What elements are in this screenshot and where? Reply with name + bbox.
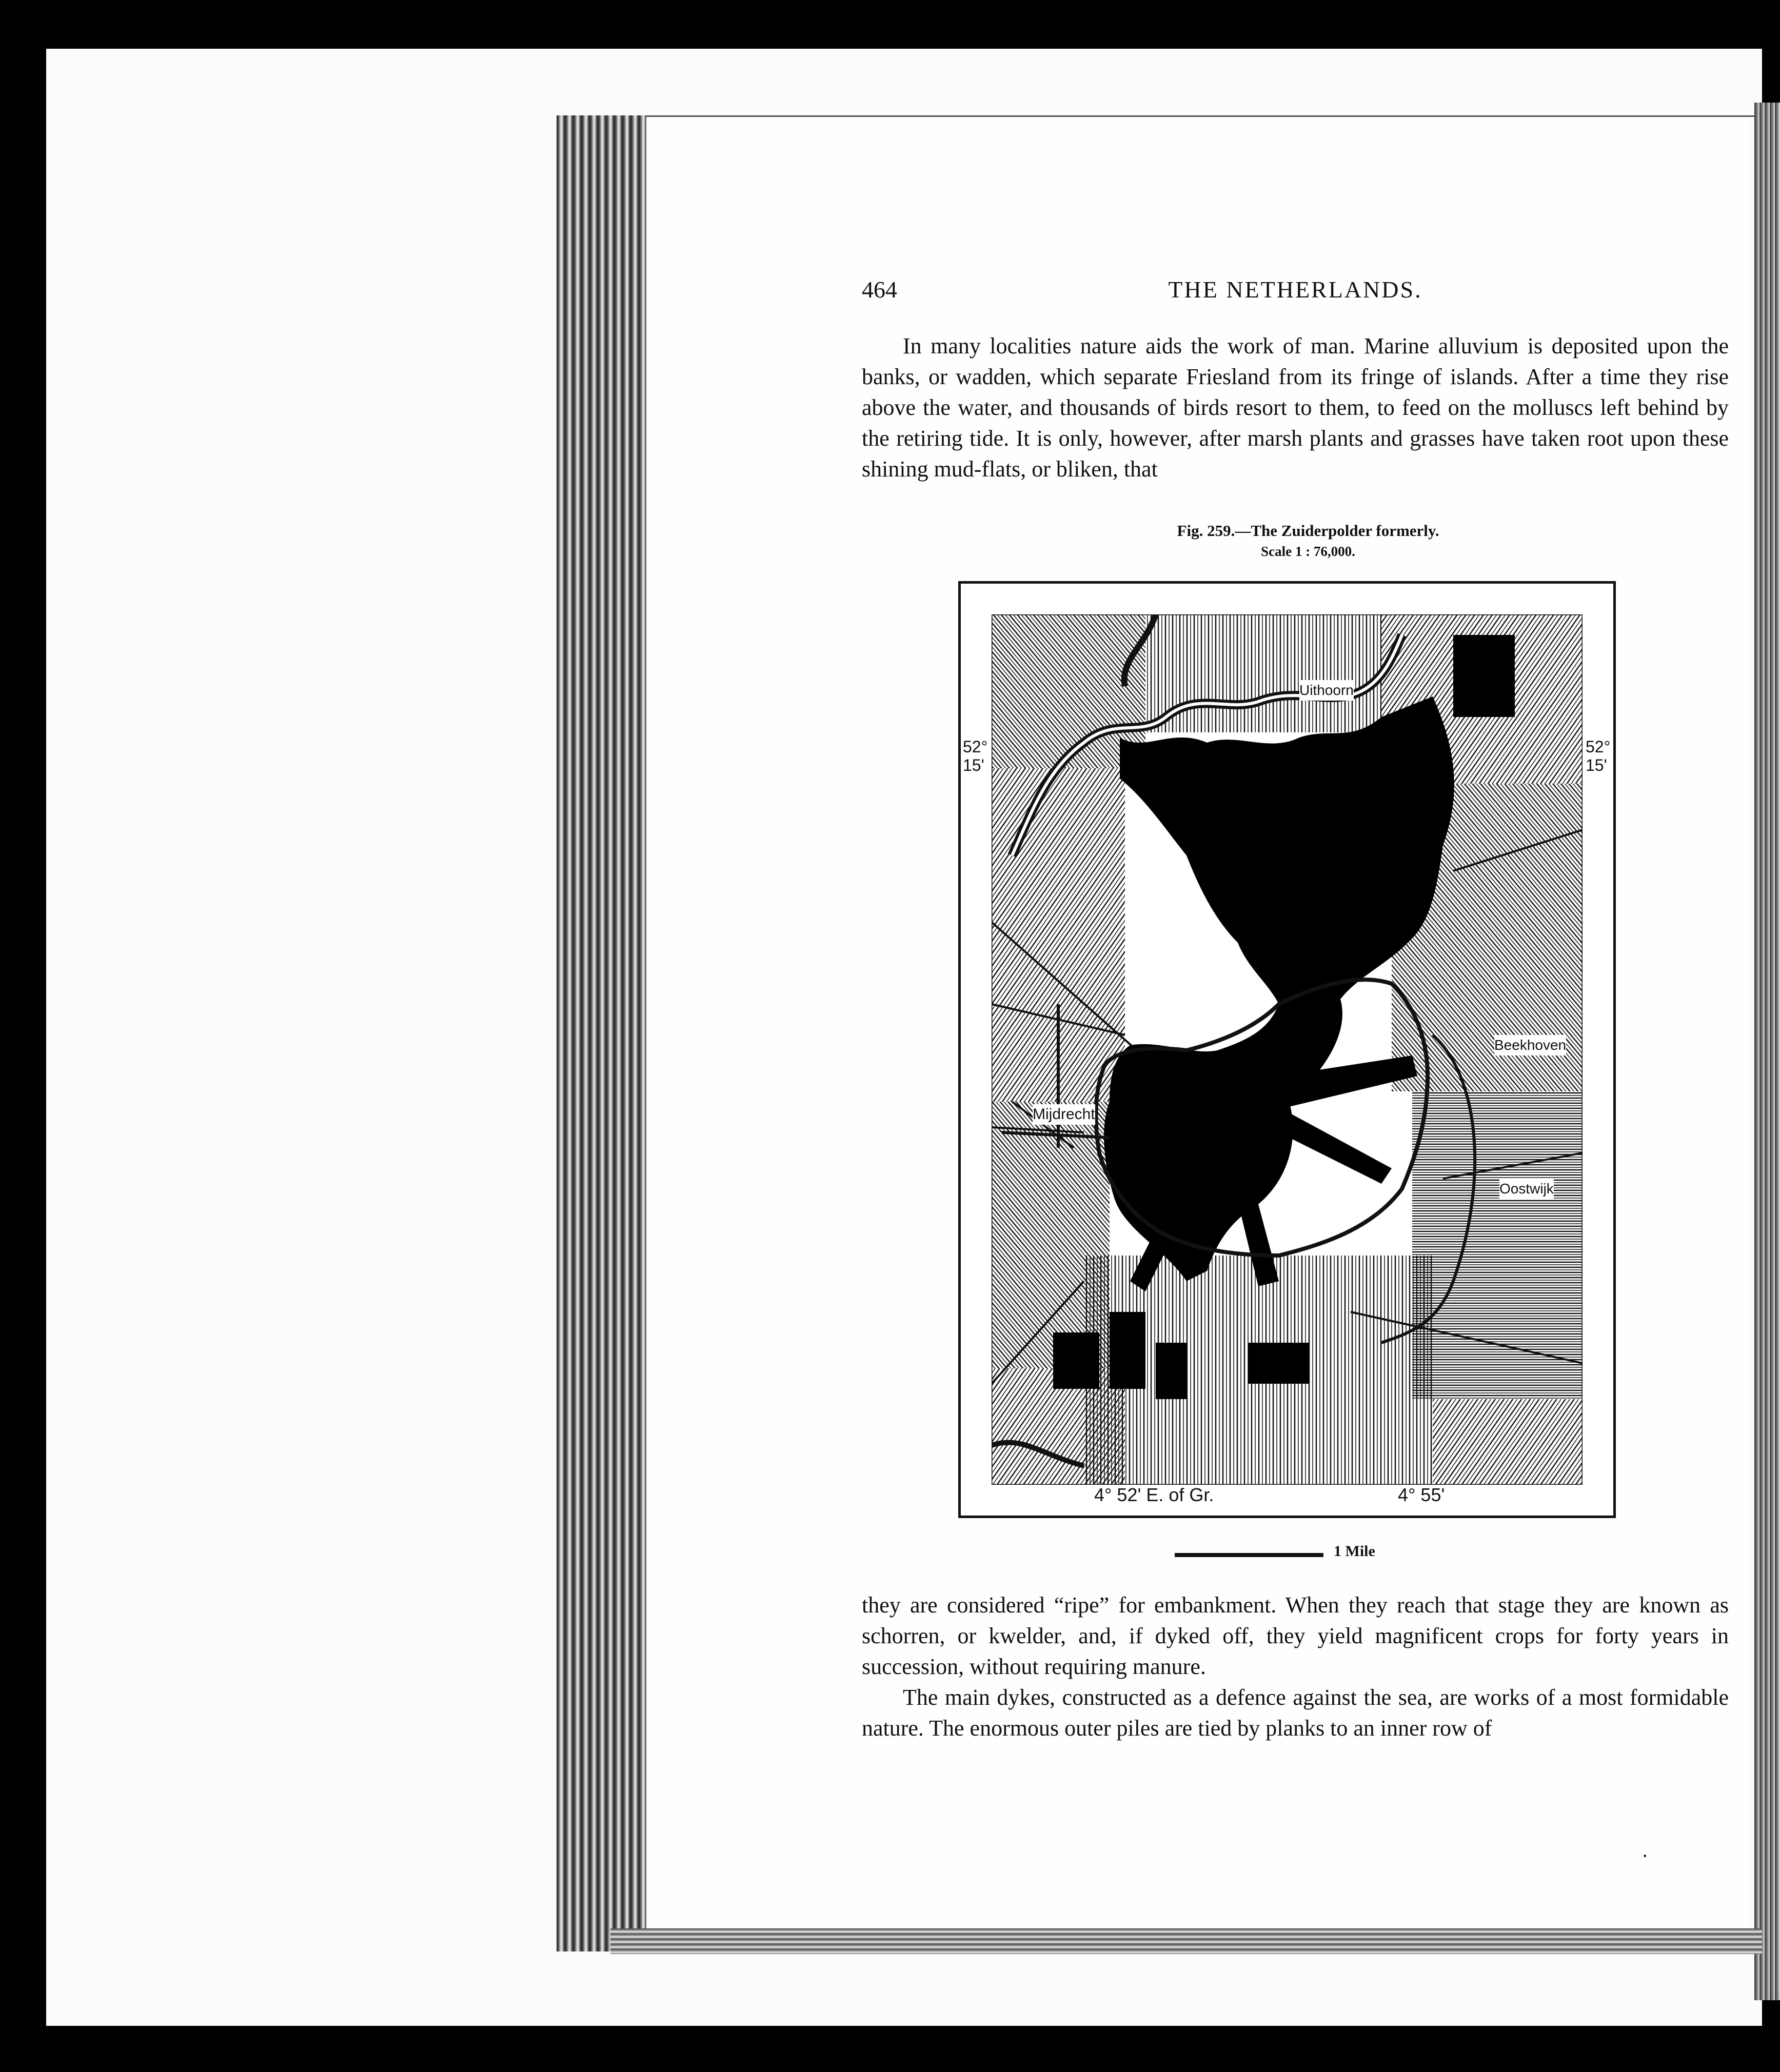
longitude-label-left: 4° 52' E. of Gr. (1094, 1484, 1214, 1505)
figure-scale-text: Scale 1 : 76,000. (1261, 544, 1355, 559)
paragraph-3: The main dykes, constructed as a defence against the sea, are works of a most formidable nature. The enormous outer piles are tied by planks to an inner row of (862, 1685, 1729, 1741)
map-place-beekhoven: Beekhoven (1494, 1035, 1566, 1055)
latitude-label-right: 52° 15' (1586, 738, 1611, 774)
latitude-label-left: 52° 15' (963, 738, 988, 774)
right-page-edge (1754, 103, 1780, 2000)
scan-speck: · (1641, 1844, 1649, 1867)
paragraph-2: they are considered “ripe” for embankment. When they reach that stage they are known as schorren, or kwelder, and, if dyked off, they yield magnificent crops for forty years in succession, without requiring manure. (862, 1592, 1729, 1679)
map-scale-label: 1 Mile (1334, 1543, 1375, 1560)
longitude-label-right: 4° 55' (1398, 1484, 1445, 1505)
page-header (862, 276, 1729, 312)
map-place-oostwijk: Oostwijk (1499, 1179, 1554, 1199)
running-title: THE NETHERLANDS. (1168, 276, 1422, 303)
figure-caption (975, 521, 1641, 562)
figure-title: Fig. 259.—The Zuiderpolder formerly. (1177, 522, 1439, 540)
page-edges-left (557, 115, 646, 1951)
map-figure (958, 581, 1616, 1518)
map-place-uithoorn: Uithoorn (1299, 680, 1354, 701)
paragraph-1: In many localities nature aids the work of man. Marine alluvium is deposited upon the banks, or wadden, which separate Friesland from its fringe of islands. After a time they rise above the water, and thousands of birds resort to them, to feed on the molluscs left behind by the retiring tide. It is only, however, after marsh plants and grasses have taken root upon these shining mud-flats, or bliken, that (862, 333, 1729, 482)
page-edges-bottom (610, 1928, 1762, 1954)
map-scale-bar (1175, 1553, 1323, 1557)
map-place-mijdrecht: Mijdrecht (1033, 1104, 1095, 1125)
page-number: 464 (862, 276, 897, 303)
